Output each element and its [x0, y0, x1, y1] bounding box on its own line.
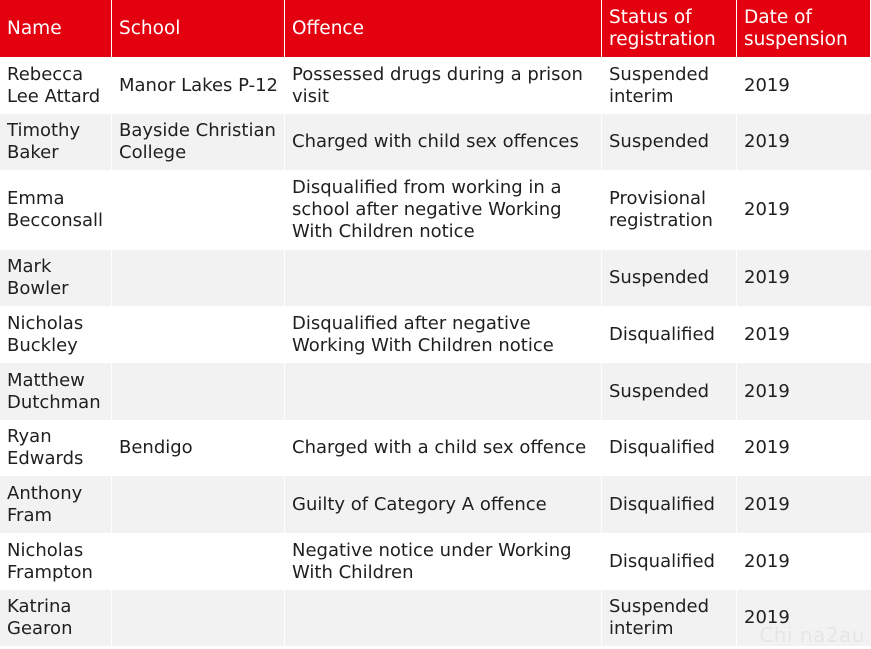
cell-offence: Charged with child sex offences	[285, 114, 602, 170]
cell-offence: Charged with a child sex offence	[285, 420, 602, 476]
cell-name: Anthony Fram	[0, 476, 112, 533]
header-offence: Offence	[285, 0, 602, 57]
cell-date: 2019	[737, 476, 871, 533]
header-name: Name	[0, 0, 112, 57]
cell-date: 2019	[737, 363, 871, 420]
cell-name: Mark Bowler	[0, 250, 112, 306]
cell-date: 2019	[737, 250, 871, 306]
cell-date: 2019	[737, 170, 871, 250]
cell-status: Disqualified	[602, 306, 737, 363]
cell-status: Suspended interim	[602, 590, 737, 646]
cell-date: 2019	[737, 590, 871, 646]
cell-name: Ryan Edwards	[0, 420, 112, 476]
cell-offence: Disqualified from working in a school after negative Working With Children notice	[285, 170, 602, 250]
cell-school	[112, 306, 285, 363]
header-date: Date of suspension	[737, 0, 871, 57]
cell-school	[112, 250, 285, 306]
cell-offence	[285, 363, 602, 420]
header-status: Status of registration	[602, 0, 737, 57]
cell-status: Suspended	[602, 250, 737, 306]
cell-offence: Guilty of Category A offence	[285, 476, 602, 533]
cell-school: Bayside Christian College	[112, 114, 285, 170]
cell-name: Nicholas Buckley	[0, 306, 112, 363]
cell-school	[112, 533, 285, 590]
cell-status: Suspended	[602, 363, 737, 420]
cell-offence: Disqualified after negative Working With Children notice	[285, 306, 602, 363]
cell-status: Provisional registration	[602, 170, 737, 250]
cell-offence: Possessed drugs during a prison visit	[285, 57, 602, 114]
cell-name: Katrina Gearon	[0, 590, 112, 646]
cell-date: 2019	[737, 57, 871, 114]
cell-school	[112, 363, 285, 420]
cell-status: Disqualified	[602, 476, 737, 533]
cell-status: Suspended	[602, 114, 737, 170]
cell-status: Suspended interim	[602, 57, 737, 114]
cell-name: Emma Becconsall	[0, 170, 112, 250]
cell-offence	[285, 250, 602, 306]
cell-offence	[285, 590, 602, 646]
cell-status: Disqualified	[602, 420, 737, 476]
header-school: School	[112, 0, 285, 57]
cell-school	[112, 170, 285, 250]
cell-status: Disqualified	[602, 533, 737, 590]
cell-name: Rebecca Lee Attard	[0, 57, 112, 114]
cell-date: 2019	[737, 306, 871, 363]
cell-date: 2019	[737, 533, 871, 590]
cell-offence: Negative notice under Working With Children	[285, 533, 602, 590]
watermark: Chi na2au	[759, 623, 865, 647]
cell-school	[112, 590, 285, 646]
cell-name: Nicholas Frampton	[0, 533, 112, 590]
cell-school: Manor Lakes P-12	[112, 57, 285, 114]
cell-name: Matthew Dutchman	[0, 363, 112, 420]
cell-school: Bendigo	[112, 420, 285, 476]
cell-date: 2019	[737, 420, 871, 476]
cell-school	[112, 476, 285, 533]
cell-name: Timothy Baker	[0, 114, 112, 170]
cell-date: 2019	[737, 114, 871, 170]
